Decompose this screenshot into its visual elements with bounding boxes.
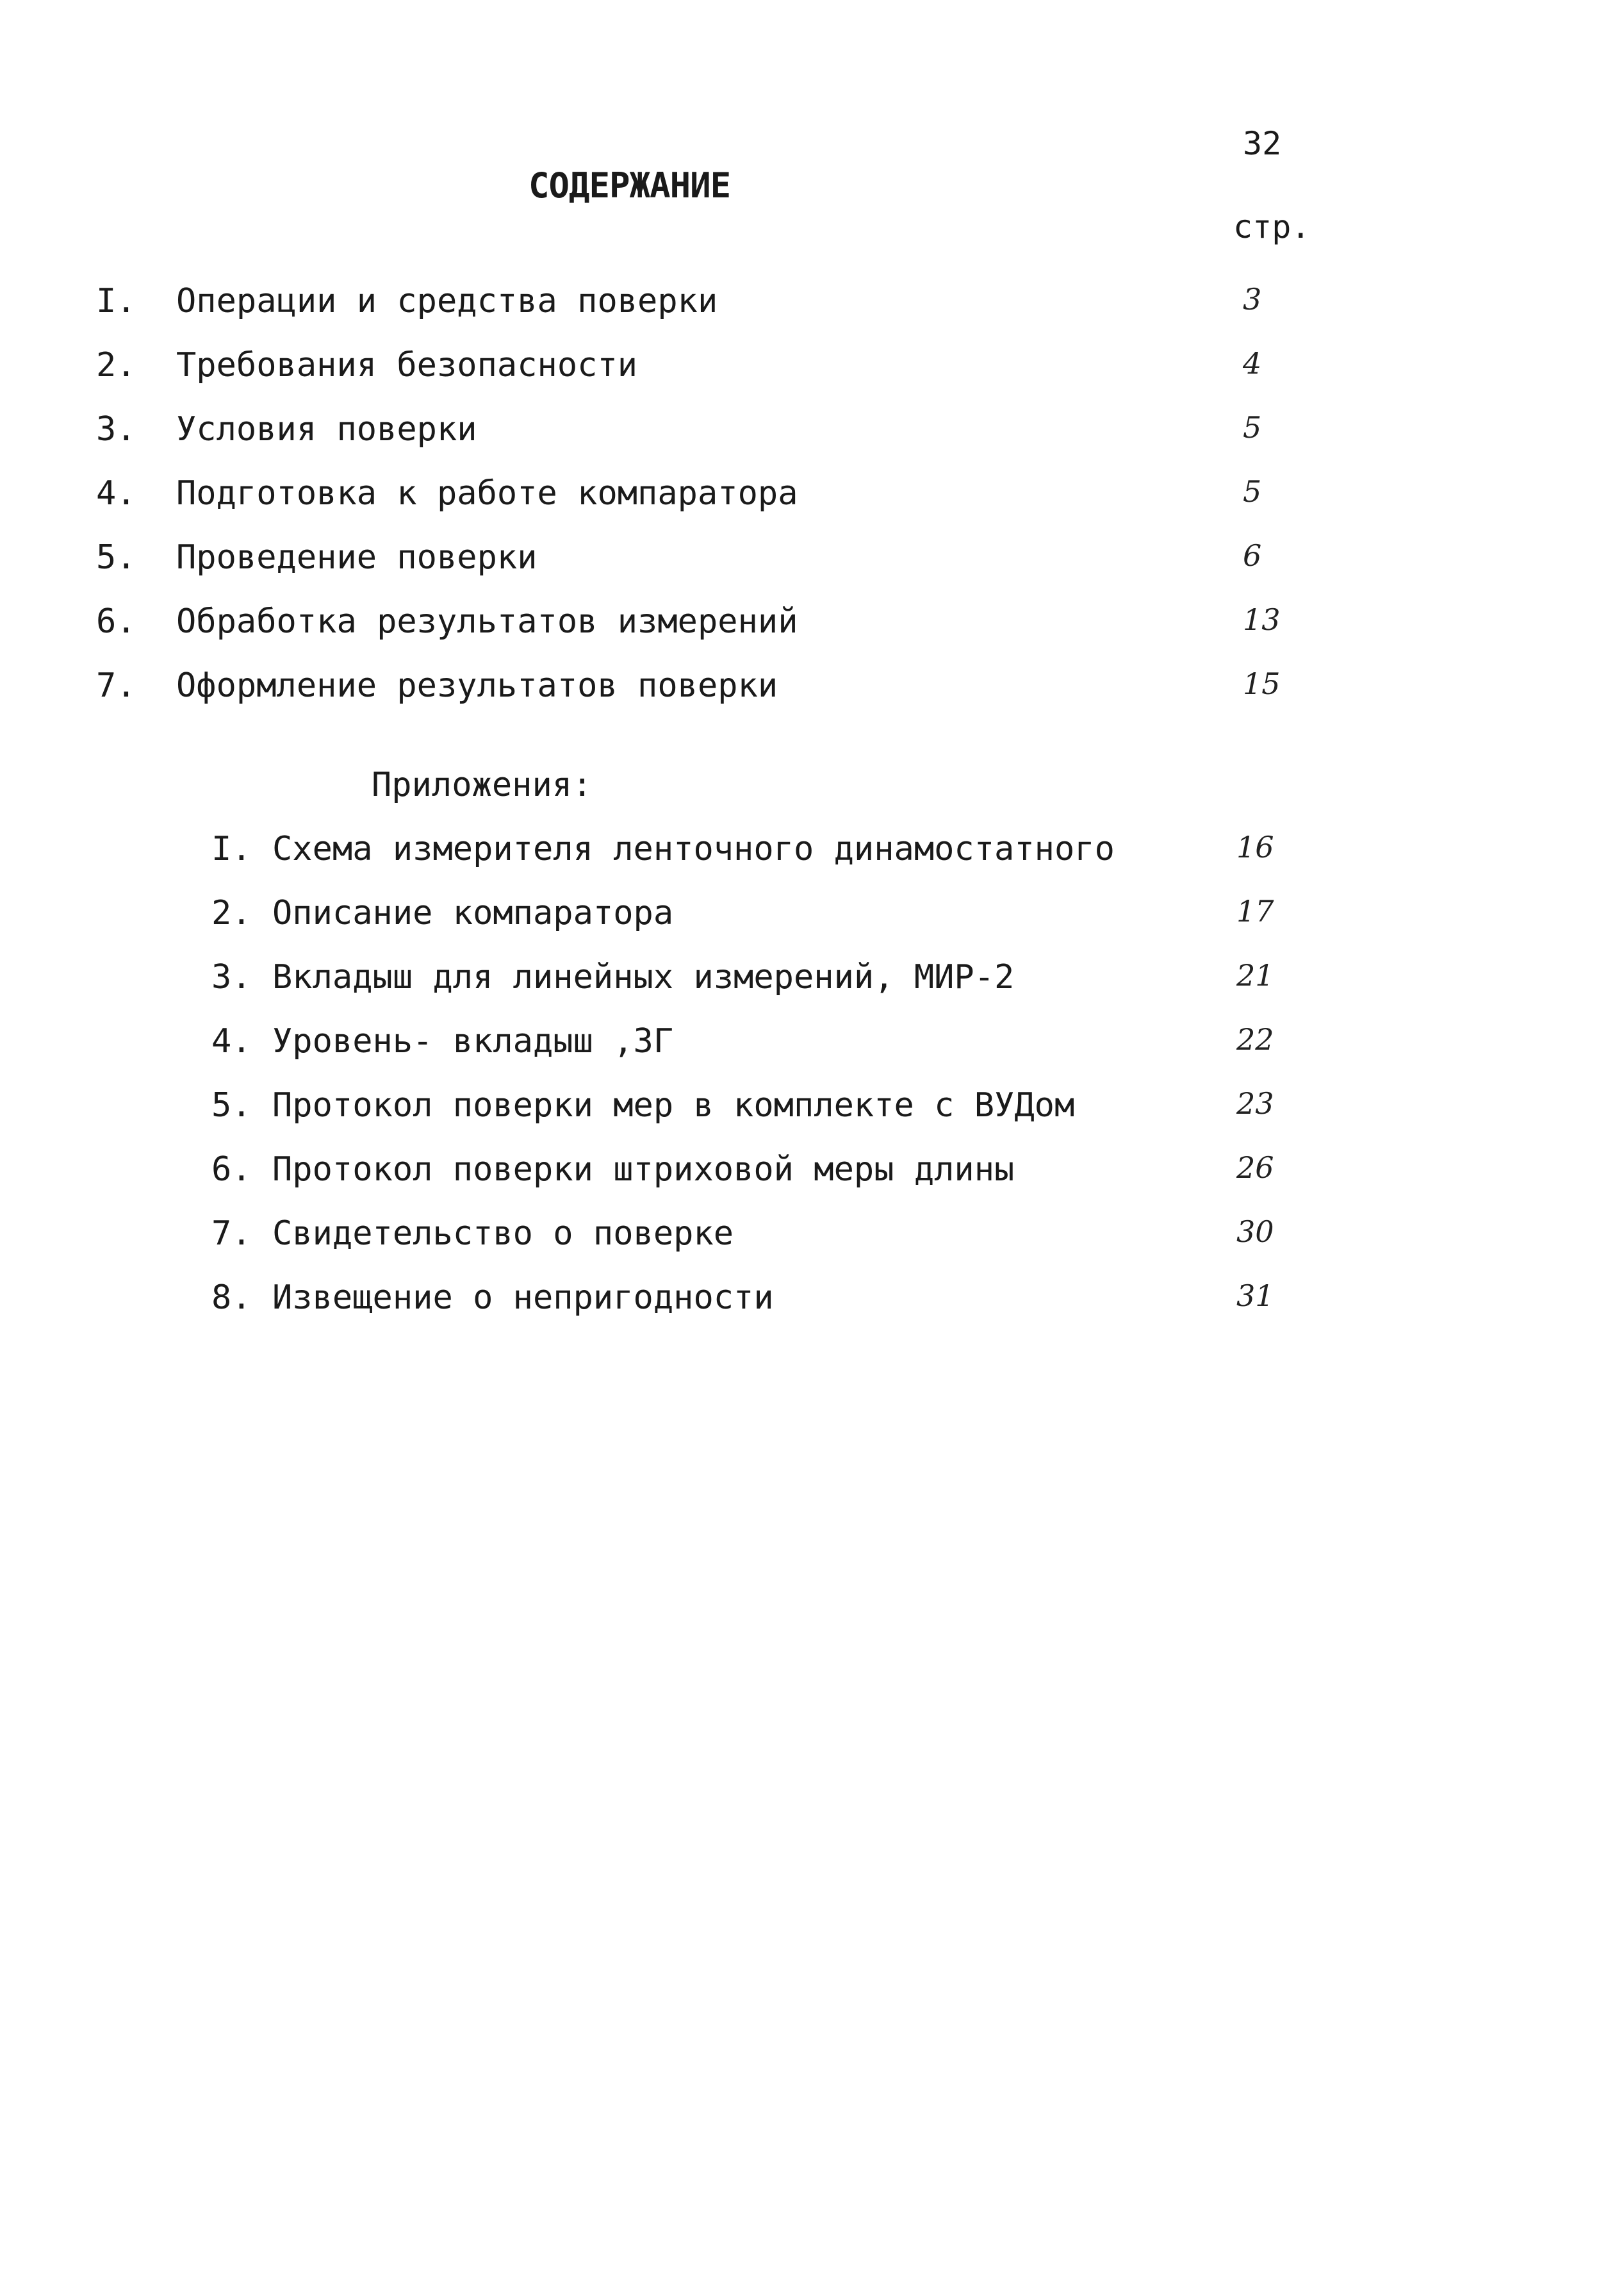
section-title: Требования безопасности bbox=[176, 346, 638, 384]
toc-appendix-item bbox=[211, 1150, 1493, 1195]
section-title: Проведение поверки bbox=[176, 538, 537, 577]
section-number: 4. bbox=[96, 474, 136, 513]
section-number: I. bbox=[96, 282, 136, 320]
section-page: 6 bbox=[1243, 538, 1262, 573]
section-page: 15 bbox=[1243, 666, 1281, 701]
appendix-title: Протокол поверки штриховой меры длины bbox=[272, 1150, 1015, 1189]
appendix-heading: Приложения: bbox=[372, 766, 593, 804]
toc-section-item bbox=[96, 538, 1505, 583]
appendix-page: 21 bbox=[1236, 958, 1274, 993]
toc-appendix-item bbox=[211, 1086, 1493, 1131]
toc-appendix-item bbox=[211, 830, 1493, 875]
appendix-page: 22 bbox=[1236, 1022, 1274, 1057]
toc-section-item bbox=[96, 282, 1505, 327]
appendix-number: 2. bbox=[211, 894, 252, 932]
toc-appendix-item bbox=[211, 1022, 1493, 1067]
section-number: 6. bbox=[96, 602, 136, 641]
appendix-number: 4. bbox=[211, 1022, 252, 1061]
page-number: 32 bbox=[1243, 125, 1282, 162]
section-title: Подготовка к работе компаратора bbox=[176, 474, 798, 513]
appendix-number: 3. bbox=[211, 958, 252, 996]
appendix-title: Извещение о непригодности bbox=[272, 1278, 774, 1317]
toc-appendix-item bbox=[211, 1214, 1493, 1259]
appendix-title: Протокол поверки мер в комплекте с ВУДом bbox=[272, 1086, 1075, 1125]
toc-section-item bbox=[96, 346, 1505, 391]
appendix-title: Свидетельство о поверке bbox=[272, 1214, 734, 1253]
section-number: 5. bbox=[96, 538, 136, 577]
appendix-title: Описание компаратора bbox=[272, 894, 674, 932]
section-number: 2. bbox=[96, 346, 136, 384]
appendix-page: 23 bbox=[1236, 1086, 1274, 1121]
toc-appendix-item bbox=[211, 1278, 1493, 1323]
appendix-number: I. bbox=[211, 830, 252, 868]
section-page: 3 bbox=[1243, 282, 1262, 317]
section-page: 5 bbox=[1243, 410, 1262, 445]
appendix-title: Уровень- вкладыш ,3Г bbox=[272, 1022, 674, 1061]
appendix-title: Схема измерителя ленточного динамостатного bbox=[272, 830, 1115, 868]
toc-section-item bbox=[96, 602, 1505, 647]
section-title: Обработка результатов измерений bbox=[176, 602, 798, 641]
section-title: Условия поверки bbox=[176, 410, 477, 449]
appendix-page: 26 bbox=[1236, 1150, 1274, 1185]
appendix-title: Вкладыш для линейных измерений, МИР-2 bbox=[272, 958, 1015, 996]
appendix-page: 31 bbox=[1236, 1278, 1274, 1313]
section-page: 4 bbox=[1243, 346, 1262, 381]
toc-section-item bbox=[96, 474, 1505, 519]
section-title: Операции и средства поверки bbox=[176, 282, 718, 320]
section-title: Оформление результатов поверки bbox=[176, 666, 778, 705]
section-number: 7. bbox=[96, 666, 136, 705]
appendix-number: 6. bbox=[211, 1150, 252, 1189]
section-page: 5 bbox=[1243, 474, 1262, 509]
appendix-number: 7. bbox=[211, 1214, 252, 1253]
appendix-page: 30 bbox=[1236, 1214, 1274, 1249]
appendix-number: 5. bbox=[211, 1086, 252, 1125]
page-title: СОДЕРЖАНИЕ bbox=[529, 165, 731, 206]
toc-section-item bbox=[96, 410, 1505, 455]
toc-appendix-item bbox=[211, 958, 1493, 1003]
appendix-number: 8. bbox=[211, 1278, 252, 1317]
page-column-header: стр. bbox=[1233, 208, 1311, 245]
appendix-page: 17 bbox=[1236, 894, 1274, 929]
section-number: 3. bbox=[96, 410, 136, 449]
section-page: 13 bbox=[1243, 602, 1281, 637]
appendix-page: 16 bbox=[1236, 830, 1274, 864]
toc-section-item bbox=[96, 666, 1505, 711]
toc-appendix-item bbox=[211, 894, 1493, 939]
